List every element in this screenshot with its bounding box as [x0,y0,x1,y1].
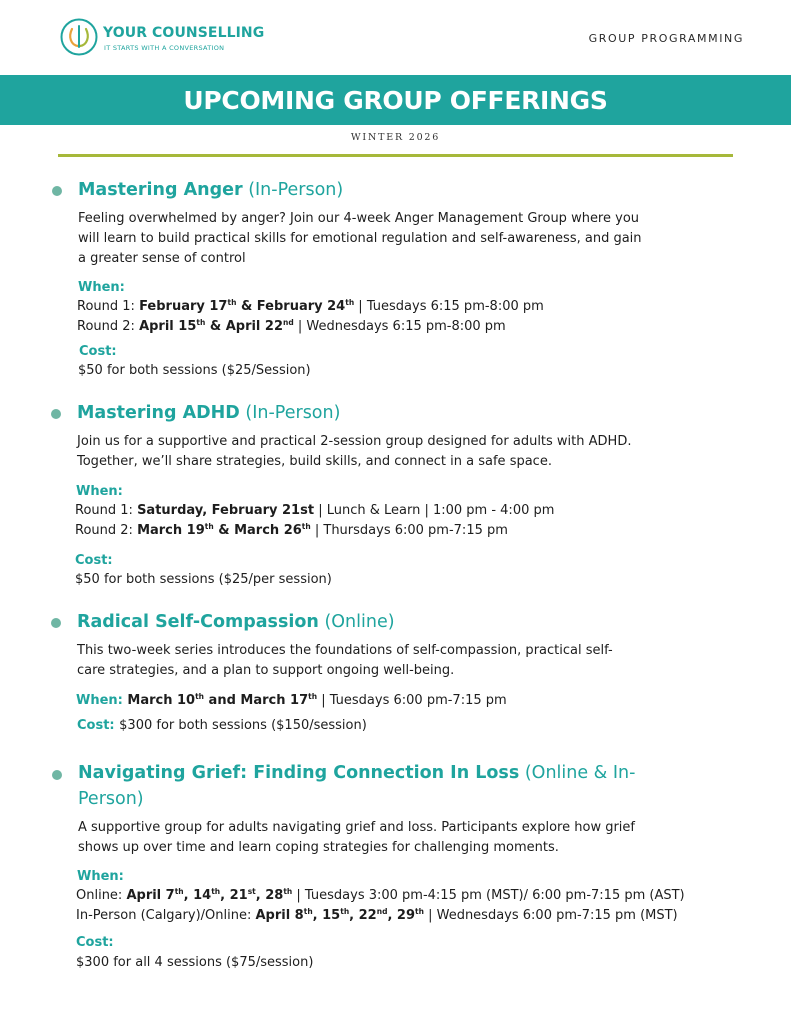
schedule-round-2 [75,521,508,541]
ordinal: th [227,298,237,307]
banner-title: UPCOMING GROUP OFFERINGS [183,85,608,115]
schedule-details: | Wednesdays 6:15 pm-8:00 pm [293,319,506,334]
schedule-round-1 [77,297,544,317]
date: & April 22 [205,319,284,334]
schedule-details: | Wednesdays 6:00 pm-7:15 pm (MST) [423,908,678,923]
title-mode: Person) [78,789,144,809]
ordinal: th [195,692,205,701]
ordinal: th [283,887,293,896]
date: , 15 [312,908,341,923]
description-line: shows up over time and learn coping strategies for challenging moments. [78,840,559,855]
schedule [76,691,507,711]
when-label: When: [78,280,125,295]
description-line: a greater sense of control [78,251,246,266]
date: Saturday, February 21st [137,503,315,518]
cost-label: Cost: [77,718,120,733]
description-line: will learn to build practical skills for emotional regulation and self-awareness, and gain [78,231,642,246]
bullet-icon [51,618,61,628]
logo [59,17,269,59]
description-line: Together, we’ll share strategies, build skills, and connect in a safe space. [77,454,552,469]
description-line: Join us for a supportive and practical 2-session group designed for adults with ADHD. [77,434,632,449]
divider [58,154,733,157]
title-text: Mastering ADHD [77,403,240,423]
title-banner [0,75,791,125]
when-label: When: [76,693,128,708]
date: February 17 [139,299,228,314]
ordinal: th [345,298,355,307]
title-mode: (Online & In- [524,763,636,783]
date: April 7 [126,888,175,903]
ordinal: nd [376,907,388,916]
cost-value: $50 for both sessions ($25/per session) [75,572,332,587]
header-label: GROUP PROGRAMMING [588,32,744,45]
cost-value: $300 for all 4 sessions ($75/session) [76,955,314,970]
ordinal: nd [283,318,294,327]
bullet-icon [51,409,61,419]
title-mode: (Online) [324,612,395,632]
logo-mark-icon [59,17,99,57]
cost-label: Cost: [76,935,114,950]
section-title-continued [78,787,144,812]
date: March 10 [127,693,196,708]
schedule-round-1 [75,501,554,521]
date: and March 17 [204,693,309,708]
schedule-prefix: In-Person (Calgary)/Online: [76,908,256,923]
schedule-details: | Lunch & Learn | 1:00 pm - 4:00 pm [314,503,555,518]
ordinal: th [340,907,350,916]
schedule-details: | Thursdays 6:00 pm-7:15 pm [310,523,508,538]
schedule-details: | Tuesdays 6:15 pm-8:00 pm [354,299,544,314]
round-prefix: Round 1: [77,299,140,314]
date: & March 26 [213,523,302,538]
description-line: A supportive group for adults navigating grief and loss. Participants explore how grief [78,820,635,835]
schedule-round-2 [77,317,506,337]
when-label: When: [76,484,123,499]
ordinal: th [174,887,184,896]
date: & February 24 [236,299,346,314]
date: March 19 [137,523,205,538]
date: April 15 [139,319,197,334]
brand-tagline: IT STARTS WITH A CONVERSATION [104,44,225,52]
ordinal: th [303,907,313,916]
schedule-details: | Tuesdays 6:00 pm-7:15 pm [317,693,507,708]
round-prefix: Round 2: [75,523,138,538]
title-text: Radical Self-Compassion [77,612,319,632]
date: , 14 [183,888,212,903]
section-title [77,401,340,426]
cost-value: $300 for both sessions ($150/session) [119,718,367,733]
ordinal: th [301,522,311,531]
bullet-icon [52,186,62,196]
date: , 21 [220,888,248,903]
date: , 29 [387,908,416,923]
cost [77,716,367,736]
title-text: Navigating Grief: Finding Connection In Loss [78,763,520,783]
ordinal: th [308,692,318,701]
title-text: Mastering Anger [78,180,243,200]
date: , 22 [349,908,377,923]
ordinal: th [211,887,221,896]
cost-label: Cost: [79,344,117,359]
ordinal: st [247,887,256,896]
round-prefix: Round 1: [75,503,138,518]
bullet-icon [52,770,62,780]
title-mode: (In-Person) [245,403,341,423]
description-line: Feeling overwhelmed by anger? Join our 4-week Anger Management Group where you [78,211,640,226]
date: , 28 [255,888,284,903]
season-label: WINTER 2026 [350,132,441,143]
ordinal: th [415,907,424,916]
section-title [77,610,395,635]
schedule-details: | Tuesdays 3:00 pm-4:15 pm (MST)/ 6:00 pm-7:15 pm (AST) [292,888,685,903]
ordinal: th [204,522,214,531]
when-label: When: [77,869,124,884]
cost-value: $50 for both sessions ($25/Session) [78,363,311,378]
date: April 8 [255,908,304,923]
section-title [78,178,343,203]
description-line: This two-week series introduces the foundations of self-compassion, practical self- [77,643,613,658]
schedule-in-person [76,906,678,926]
schedule-online [76,886,685,906]
schedule-prefix: Online: [76,888,127,903]
brand-name: YOUR COUNSELLING [103,25,265,41]
title-mode: (In-Person) [248,180,344,200]
description-line: care strategies, and a plan to support ongoing well-being. [77,663,455,678]
cost-label: Cost: [75,553,113,568]
round-prefix: Round 2: [77,319,140,334]
section-title [78,761,635,786]
ordinal: th [196,318,206,327]
